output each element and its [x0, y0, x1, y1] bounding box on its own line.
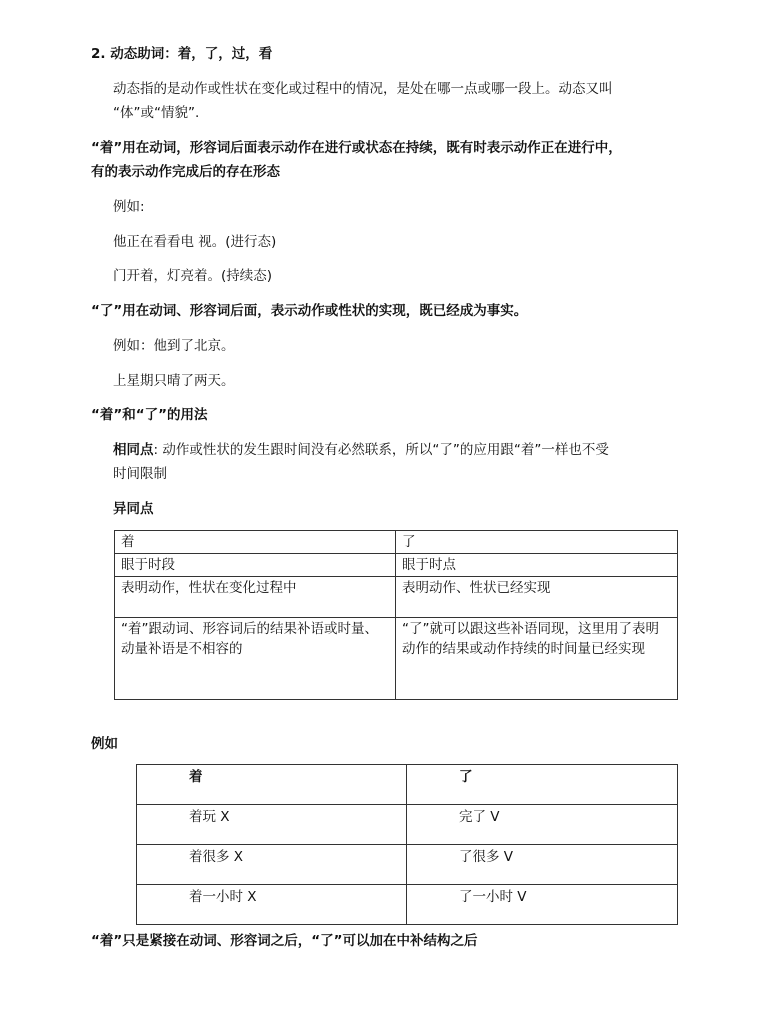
usage-heading: “着”和“了”的用法 [91, 407, 208, 423]
le-example-1: 例如：他到了北京。 [113, 338, 235, 354]
table-cell: 表明动作，性状在变化过程中 [115, 577, 396, 618]
le-example-2: 上星期只晴了两天。 [113, 373, 235, 389]
le-rule: “了”用在动词、形容词后面，表示动作或性状的实现，既已经成为事实。 [91, 303, 528, 319]
intro-line-2: “体”或“情貌”. [113, 105, 200, 121]
table-cell: “着”跟动词、形容词后的结果补语或时量、动量补语是不相容的 [115, 618, 396, 700]
example-table [136, 764, 678, 925]
table-row [115, 577, 678, 618]
table-cell: 眼于时点 [396, 554, 678, 577]
table-cell: 表明动作、性状已经实现 [396, 577, 678, 618]
table-cell: 眼于时段 [115, 554, 396, 577]
zhe-example-1: 他正在看看电 视。(进行态) [113, 234, 277, 250]
example-heading: 例如 [91, 736, 118, 752]
table-row [115, 554, 678, 577]
table-cell: 完了 V [407, 805, 678, 845]
zhe-rule-line-1: “着”用在动词，形容词后面表示动作在进行或状态在持续，既有时表示动作正在进行中， [91, 140, 622, 156]
table-cell: 着玩 X [137, 805, 407, 845]
example-label: 例如: [113, 199, 145, 215]
table-row [137, 845, 678, 885]
table-cell: 着很多 X [137, 845, 407, 885]
table-cell: 着一小时 X [137, 885, 407, 925]
table-cell: 了 [396, 531, 678, 554]
footer-rule: “着”只是紧接在动词、形容词之后，“了”可以加在中补结构之后 [91, 933, 478, 949]
similarity-label: 相同点 [113, 442, 154, 458]
table-header-row [137, 765, 678, 805]
similarity-text: : 动作或性状的发生跟时间没有必然联系，所以“了”的应用跟“着”一样也不受 [153, 442, 609, 458]
table-cell: “了”就可以跟这些补语同现，这里用了表明动作的结果或动作持续的时间量已经实现 [396, 618, 678, 700]
table-cell: 着 [115, 531, 396, 554]
table-row [115, 531, 678, 554]
difference-heading: 异同点 [113, 501, 154, 517]
table-cell: 了一小时 V [407, 885, 678, 925]
similarity-line-1 [113, 438, 609, 458]
table-header-cell: 着 [137, 765, 407, 805]
zhe-example-2: 门开着，灯亮着。(持续态) [113, 268, 273, 284]
intro-line-1: 动态指的是动作或性状在变化或过程中的情况，是处在哪一点或哪一段上。动态又叫 [113, 81, 613, 97]
table-row [137, 885, 678, 925]
section-heading: 2. 动态助词：着，了，过，看 [91, 46, 273, 62]
table-header-cell: 了 [407, 765, 678, 805]
zhe-rule-line-2: 有的表示动作完成后的存在形态 [91, 164, 280, 180]
comparison-table [114, 530, 678, 700]
table-row [115, 618, 678, 700]
table-row [137, 805, 678, 845]
similarity-line-2: 时间限制 [113, 466, 167, 482]
table-cell: 了很多 V [407, 845, 678, 885]
